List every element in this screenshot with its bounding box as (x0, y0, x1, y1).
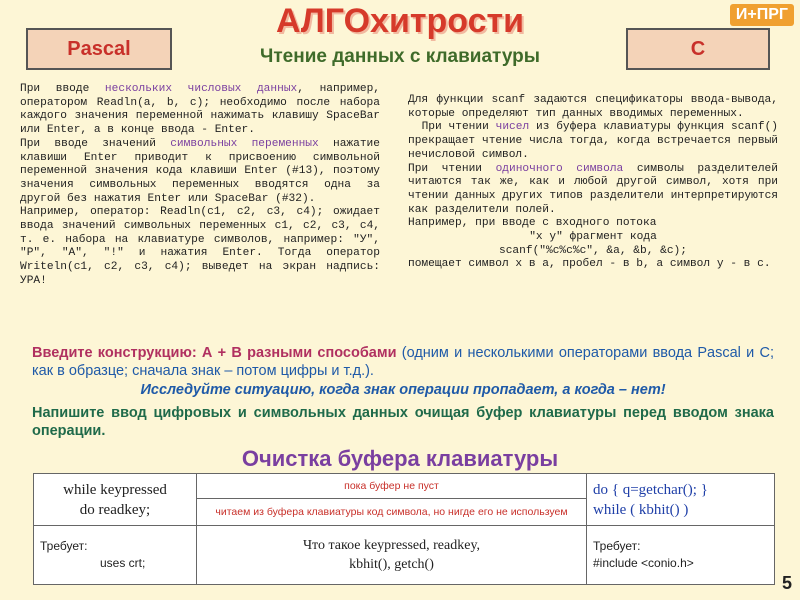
pascal-requires-cell (34, 526, 197, 585)
highlight-text: одиночного символа (495, 162, 624, 175)
buffer-clear-table (33, 473, 775, 585)
requires-label: Требует: (40, 539, 88, 554)
c-description (408, 94, 778, 272)
pascal-code-line: do readkey; (79, 501, 151, 518)
c-code-line: while ( kbhit() ) (593, 501, 689, 518)
question-cell (197, 526, 587, 585)
c-paragraph-2 (408, 121, 778, 162)
page-subtitle: Чтение данных с клавиатуры (260, 46, 540, 67)
text-segment: При вводе (20, 83, 105, 95)
pascal-description (20, 83, 380, 289)
requires-value: uses crt; (100, 556, 146, 571)
c-code-line: do { q=getchar(); } (593, 481, 708, 498)
task-1 (32, 344, 774, 380)
text-segment: При вводе значений (20, 137, 171, 150)
table-row (34, 474, 775, 499)
highlight-text: символьных переменных (170, 137, 319, 150)
task-1-lead: Введите конструкцию: А + В разными способами (32, 345, 397, 361)
text-segment: При чтении (408, 162, 496, 175)
c-label-box: C (626, 28, 770, 70)
pascal-paragraph-1 (20, 83, 380, 138)
pascal-label-box: Pascal (26, 28, 172, 70)
highlight-text: нескольких числовых данных (104, 83, 298, 95)
question-line: kbhit(), getch() (349, 557, 434, 573)
task-3: Напишите ввод цифровых и символьных данных очищая буфер клавиатуры перед вводом знака операции. (32, 405, 774, 439)
mid-note-cell (197, 499, 587, 526)
c-code-cell (587, 474, 775, 526)
section-title: Очистка буфера клавиатуры (241, 446, 559, 471)
pascal-paragraph-2 (20, 138, 380, 207)
highlight-text: чисел (495, 121, 530, 134)
text-segment: , например, оператором Readln(a, b, c); необходимо после набора каждого значения переменной нажимать клавишу SpaceBar или Enter, а в конце ввода - Enter. (20, 83, 381, 137)
c-code-example: scanf("%c%c%c", &a, &b, &c); (499, 244, 687, 257)
text-segment: нажатие клавиши Enter приводит к присвоению символьной переменной значения кода клавиши Enter (#13), поэтому значения символьных переменных вводятся одна за другой без нажатия Enter или SpaceBar (#32). (20, 137, 380, 205)
requires-label: Требует: (593, 539, 641, 554)
c-requires-cell (587, 526, 775, 585)
page-title: АЛГОхитрости (275, 2, 525, 40)
c-paragraph-1: Для функции scanf задаются спецификаторы ввода-вывода, которые определяют тип данных вводимых переменных. (408, 94, 778, 120)
c-paragraph-3 (408, 163, 778, 218)
text-segment: из буфера клавиатуры функция scanf() прекращает чтение числа тогда, когда встречается первый нечисловой символ. (408, 121, 778, 161)
c-paragraph-7: помещает символ x в a, пробел - в b, а символ y - в c. (408, 258, 771, 271)
text-segment: При чтении (421, 121, 496, 134)
table-row (34, 526, 775, 585)
pascal-code-cell (34, 474, 197, 526)
corner-tag: И+ПРГ (730, 4, 794, 26)
task-2: Исследуйте ситуацию, когда знак операции пропадает, а когда – нет! (140, 382, 666, 398)
mid-note-cell (197, 474, 587, 499)
pascal-paragraph-3: Например, оператор: Readln(c1, c2, c3, c4); ожидает ввода значений символьных переменных c1, c2, c3, c4, т. е. набора на клавиатуре символов, например: "У", "Р", "А", "!" и нажатия Enter. Тогда оператор Writeln(c1, c2, c3, c4); выведет на экран надпись: УРА! (20, 206, 380, 287)
c-paragraph-4: Например, при вводе с входного потока (408, 217, 657, 230)
read-code-note: читаем из буфера клавиатуры код символа, но нигде его не используем (215, 506, 568, 519)
page-number: 5 (781, 573, 792, 593)
pascal-code-line: while keypressed (63, 481, 167, 498)
task-1-rest: (одним и несколькими операторами ввода Pascal и C; как в образце; сначала знак – потом цифры и т.д.). (32, 345, 774, 379)
buffer-not-empty-note: пока буфер не пуст (344, 480, 439, 492)
c-paragraph-5: "x y" фрагмент кода (529, 231, 657, 244)
requires-value: #include <conio.h> (593, 556, 694, 571)
question-line: Что такое keypressed, readkey, (302, 538, 481, 554)
text-segment: символы разделителей читаются так же, как и любой другой символ, хотя при чтении данных других типов разделители интерпретируются как разделители полей. (408, 162, 778, 216)
